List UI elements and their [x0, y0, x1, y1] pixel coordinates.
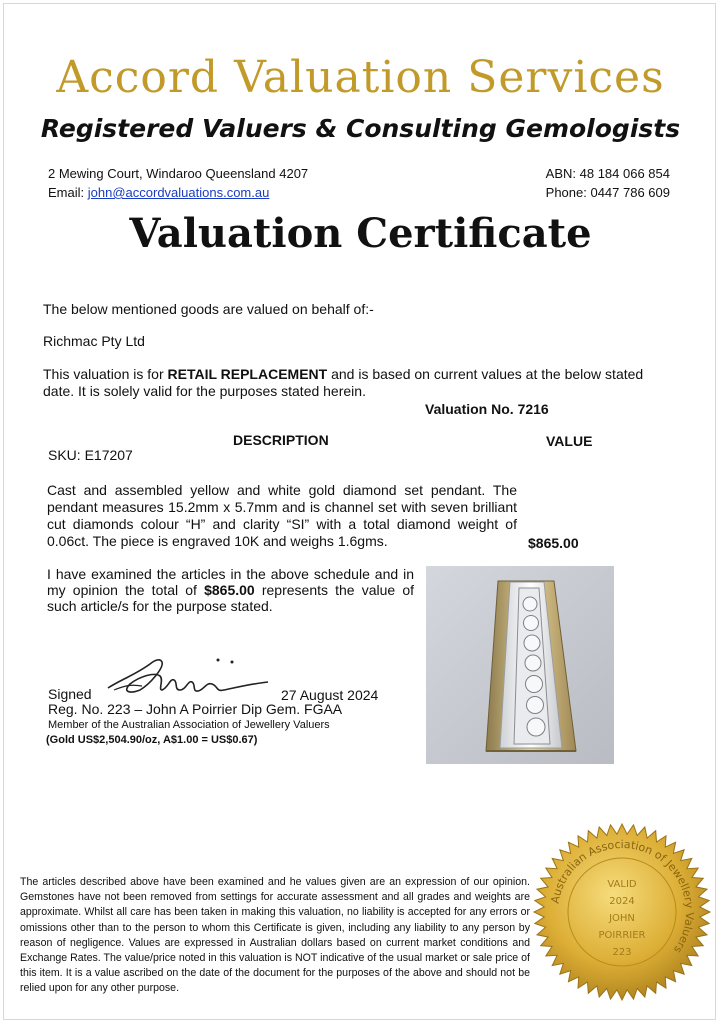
opinion-suffix: represents the value of such article/s for the purpose stated.: [47, 582, 414, 614]
opinion-prefix: I have examined the articles in the above schedule and in my opinion the total of: [47, 566, 414, 598]
description-header: DESCRIPTION: [233, 432, 329, 448]
client-name: Richmac Pty Ltd: [43, 333, 145, 349]
item-value: $865.00: [528, 535, 579, 551]
company-name: Accord Valuation Services: [56, 52, 665, 103]
disclaimer-text: The articles described above have been examined and he values given are an expression of our opinion. Gemstones have not been removed from settings for accurate assessment and all grades and weights are approximate. Whilst all care has been taken in making this valuation, no liability is accepted for any errors or omissions other than to the person to whom this Certificate is given, including any liability to any person by reason of negligence. Values are expressed in Australian dollars based on current market conditions and Exchange Rates. The value/price noted in this valuation is NOT indicative of the usual market or sale price of this item. It is a value ascribed on the date of the document for the purposes of the above and should not be relied upon for any other purpose.: [20, 876, 530, 995]
seal-line-2: 2024: [609, 896, 635, 907]
purpose-suffix: and is based on current values at the below stated: [331, 366, 644, 382]
pendant-photo: [426, 566, 614, 764]
seal-line-3: JOHN: [609, 913, 635, 924]
seal-line-4: POIRRIER: [598, 930, 646, 941]
address: 2 Mewing Court, Windaroo Queensland 4207: [48, 166, 309, 181]
purpose-line-2: date. It is solely valid for the purposes stated herein.: [43, 383, 366, 399]
email-link[interactable]: john@accordvaluations.com.au: [87, 185, 270, 200]
value-header: VALUE: [546, 433, 593, 449]
pendant-image: [426, 566, 614, 764]
opinion-amount: $865.00: [204, 582, 255, 598]
signed-label: Signed: [48, 686, 92, 702]
seal-line-5: 223: [612, 947, 632, 958]
email-label: Email:: [48, 185, 85, 200]
valuation-number: Valuation No. 7216: [425, 401, 549, 417]
behalf-text: The below mentioned goods are valued on behalf of:-: [43, 301, 374, 317]
purpose-line-1: [43, 366, 643, 382]
email-line: [48, 185, 269, 200]
certificate-title: Valuation Certificate: [129, 210, 592, 257]
signature-scribble: [100, 650, 280, 700]
item-description: Cast and assembled yellow and white gold diamond set pendant. The pendant measures 15.2mm x 5.7mm and is channel set with seven brilliant cut diamonds colour “H” and clarity “SI” with a total diamond weight of 0.06ct. The piece is engraved 10K and weighs 1.6gms.: [47, 482, 517, 549]
company-tagline: Registered Valuers & Consulting Gemologists: [40, 114, 681, 143]
association-seal: [532, 822, 712, 1002]
phone: Phone: 0447 786 609: [545, 185, 670, 200]
registration-number: Reg. No. 223 – John A Poirrier Dip Gem. FGAA: [48, 701, 343, 717]
seal-ring-text: Australian Association of Jewellery Valuers: [548, 837, 697, 956]
membership-line: Member of the Australian Association of Jewellery Valuers: [48, 719, 330, 731]
abn: ABN: 48 184 066 854: [545, 166, 670, 181]
sku: SKU: E17207: [48, 447, 133, 463]
gold-rate: (Gold US$2,504.90/oz, A$1.00 = US$0.67): [46, 734, 258, 746]
purpose-bold: RETAIL REPLACEMENT: [167, 366, 328, 382]
seal-line-1: VALID: [607, 879, 637, 890]
purpose-prefix: This valuation is for: [43, 366, 164, 382]
signed-date: 27 August 2024: [281, 687, 379, 703]
opinion-statement: [47, 566, 414, 614]
